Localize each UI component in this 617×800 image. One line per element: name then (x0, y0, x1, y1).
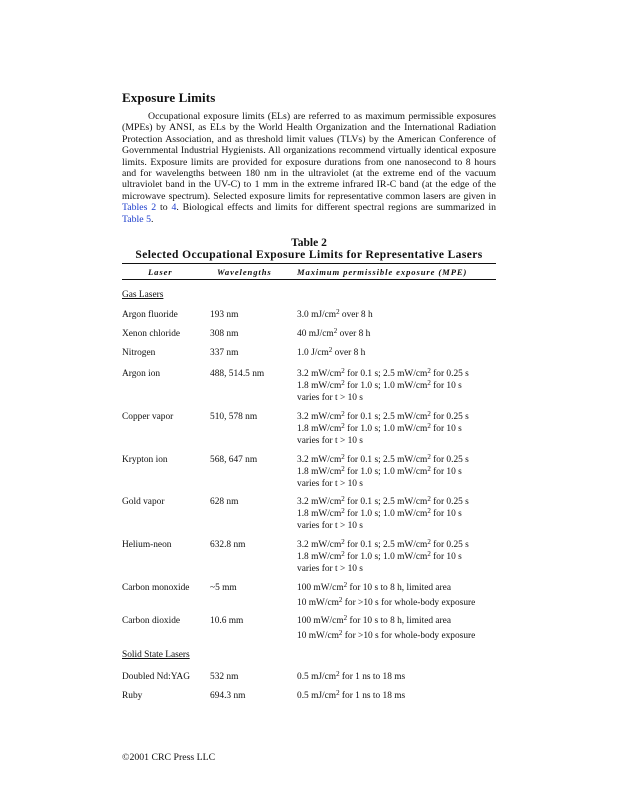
unit-exponent: 2 (341, 507, 345, 515)
mpe-line (297, 329, 370, 340)
copyright-footer: ©2001 CRC Press LLC (122, 752, 216, 763)
unit-exponent: 2 (328, 346, 333, 354)
unit-exponent: 2 (427, 410, 431, 418)
mpe-text: varies for t > 10 s (297, 521, 363, 531)
mpe-text: for 1.0 s; 1.0 mW/cm (344, 467, 428, 477)
mpe-text: for 1.0 s; 1.0 mW/cm (344, 381, 428, 391)
mpe-line (297, 455, 469, 466)
wavelength-cell: 193 nm (210, 310, 239, 320)
mpe-line (297, 381, 462, 392)
mpe-line (297, 691, 405, 702)
mpe-line (297, 467, 462, 478)
mpe-text: for 10 s (430, 552, 462, 562)
link-table-4[interactable]: 4 (171, 202, 177, 214)
mpe-text: for 10 s (430, 381, 462, 391)
unit-exponent: 2 (341, 422, 345, 430)
laser-name-cell: Nitrogen (122, 348, 156, 358)
mpe-text: over 8 h (332, 348, 366, 358)
laser-name-cell: Carbon monoxide (122, 583, 190, 593)
unit-exponent: 2 (427, 453, 431, 461)
column-header-mpe: Maximum permissible exposure (MPE) (297, 267, 468, 277)
mpe-line (297, 479, 363, 490)
mpe-text: for 10 s to 8 h, limited area (347, 616, 451, 626)
laser-name-cell: Argon ion (122, 369, 161, 379)
mpe-text: for 0.1 s; 2.5 mW/cm (344, 540, 428, 550)
laser-name-cell: Gold vapor (122, 497, 165, 507)
unit-exponent: 2 (343, 614, 348, 622)
mpe-text: 3.2 mW/cm (297, 455, 342, 465)
unit-exponent: 2 (338, 629, 343, 637)
laser-name-cell: Doubled Nd:YAG (122, 672, 190, 682)
mpe-line (297, 436, 363, 447)
link-table-5[interactable]: Table 5 (122, 213, 151, 225)
wavelength-cell: 510, 578 nm (210, 412, 258, 422)
column-header-laser: Laser (148, 267, 173, 277)
mpe-text: for 10 s to 8 h, limited area (347, 583, 451, 593)
section-heading: Exposure Limits (122, 90, 216, 105)
section-header: Gas Lasers (122, 290, 164, 300)
unit-exponent: 2 (336, 689, 340, 697)
mpe-text: 10 mW/cm (297, 598, 339, 608)
mpe-text: for 10 s (430, 509, 462, 519)
mpe-text: for 0.1 s; 2.5 mW/cm (344, 412, 428, 422)
wavelength-cell: 628 nm (210, 497, 239, 507)
mpe-line (297, 348, 365, 359)
paragraph-text-4: . (150, 213, 154, 225)
table-top-rule (122, 263, 496, 264)
mpe-text: for 10 s (430, 424, 462, 434)
unit-exponent: 2 (341, 410, 345, 418)
mpe-text: for 0.1 s; 2.5 mW/cm (344, 455, 428, 465)
mpe-text: over 8 h (339, 310, 373, 320)
wavelength-cell: 308 nm (210, 329, 239, 339)
mpe-text: 0.5 mJ/cm (297, 672, 337, 682)
wavelength-cell: 488, 514.5 nm (210, 369, 265, 379)
mpe-text: varies for t > 10 s (297, 564, 363, 574)
mpe-text: for 1 ns to 18 ms (339, 691, 406, 701)
mpe-text: 1.8 mW/cm (297, 424, 342, 434)
wavelength-cell: ~5 mm (210, 583, 237, 593)
table-number: Table 2 (291, 237, 327, 249)
laser-name-cell: Krypton ion (122, 455, 168, 465)
mpe-line (297, 393, 363, 404)
mpe-line (297, 509, 462, 520)
laser-name-cell: Xenon chloride (122, 329, 181, 339)
unit-exponent: 2 (338, 596, 343, 604)
unit-exponent: 2 (427, 367, 431, 375)
mpe-line (297, 424, 462, 435)
mpe-line (297, 552, 462, 563)
mpe-text: for 0.25 s (430, 412, 469, 422)
mpe-text: 3.2 mW/cm (297, 412, 342, 422)
mpe-text: 100 mW/cm (297, 583, 344, 593)
unit-exponent: 2 (427, 495, 431, 503)
unit-exponent: 2 (427, 379, 431, 387)
table-title: Selected Occupational Exposure Limits for Representative Lasers (135, 249, 483, 261)
unit-exponent: 2 (341, 379, 345, 387)
mpe-text: 3.2 mW/cm (297, 497, 342, 507)
mpe-text: for 0.25 s (430, 497, 469, 507)
mpe-line (297, 521, 363, 532)
mpe-text: for 0.1 s; 2.5 mW/cm (344, 369, 428, 379)
laser-name-cell: Copper vapor (122, 412, 174, 422)
mpe-text: for >10 s for whole-body exposure (342, 598, 476, 608)
mpe-text: for 0.1 s; 2.5 mW/cm (344, 497, 428, 507)
wavelength-cell: 337 nm (210, 348, 239, 358)
unit-exponent: 2 (341, 453, 345, 461)
mpe-text: 3.0 mJ/cm (297, 310, 337, 320)
mpe-text: for 1.0 s; 1.0 mW/cm (344, 424, 428, 434)
mpe-text: for 0.25 s (430, 455, 469, 465)
mpe-text: for >10 s for whole-body exposure (342, 631, 476, 641)
mpe-line (297, 369, 469, 380)
unit-exponent: 2 (427, 550, 431, 558)
mpe-text: 0.5 mJ/cm (297, 691, 337, 701)
unit-exponent: 2 (341, 495, 345, 503)
mpe-text: 1.8 mW/cm (297, 381, 342, 391)
mpe-text: for 1.0 s; 1.0 mW/cm (344, 509, 428, 519)
mpe-text: for 0.25 s (430, 369, 469, 379)
laser-name-cell: Carbon dioxide (122, 616, 181, 626)
mpe-line (297, 583, 451, 594)
wavelength-cell: 694.3 nm (210, 691, 246, 701)
mpe-text: 1.0 J/cm (297, 348, 329, 358)
unit-exponent: 2 (333, 327, 338, 335)
unit-exponent: 2 (427, 507, 431, 515)
unit-exponent: 2 (341, 538, 345, 546)
mpe-text: for 1.0 s; 1.0 mW/cm (344, 552, 428, 562)
laser-name-cell: Helium-neon (122, 540, 172, 550)
mpe-text: for 10 s (430, 467, 462, 477)
mpe-line (297, 631, 475, 642)
paragraph-text-3: . Biological effects and limits for different spectral regions are summarized in (176, 202, 496, 214)
mpe-line (297, 412, 469, 423)
unit-exponent: 2 (341, 550, 345, 558)
wavelength-cell: 10.6 mm (210, 616, 244, 626)
mpe-text: varies for t > 10 s (297, 479, 363, 489)
wavelength-cell: 632.8 nm (210, 540, 246, 550)
mpe-line (297, 310, 373, 321)
section-header: Solid State Lasers (122, 650, 190, 660)
mpe-text: 10 mW/cm (297, 631, 339, 641)
unit-exponent: 2 (336, 308, 340, 316)
mpe-line (297, 672, 405, 683)
unit-exponent: 2 (427, 465, 431, 473)
unit-exponent: 2 (427, 422, 431, 430)
intro-paragraph (122, 111, 496, 225)
mpe-line (297, 598, 475, 609)
unit-exponent: 2 (341, 465, 345, 473)
unit-exponent: 2 (343, 581, 348, 589)
unit-exponent: 2 (341, 367, 345, 375)
paragraph-text-2: to (156, 202, 172, 214)
unit-exponent: 2 (427, 538, 431, 546)
paragraph-text-1: Occupational exposure limits (ELs) are referred to as maximum permissible exposures (MPEs) by ANSI, as ELs by the World Health Organization and the International Radiation Protection Association, and as threshold limit values (TLVs) by the American Conference of Governmental Industrial Hygienists. All organizations recommend virtually identical exposure limits. Exposure limits are provided for exposure durations from one nanosecond to 8 hours and for wavelengths between 180 nm in the ultraviolet (at the extreme end of the vacuum ultraviolet band in the UV-C) to 1 mm in the extreme infrared IR-C band (at the edge of the microwave spectrum). Selected exposure limits for representative common lasers are given in (122, 111, 496, 202)
mpe-line (297, 616, 451, 627)
mpe-line (297, 540, 469, 551)
mpe-text: 1.8 mW/cm (297, 467, 342, 477)
wavelength-cell: 568, 647 nm (210, 455, 258, 465)
mpe-text: 40 mJ/cm (297, 329, 334, 339)
mpe-text: for 0.25 s (430, 540, 469, 550)
mpe-text: 3.2 mW/cm (297, 540, 342, 550)
mpe-text: 1.8 mW/cm (297, 509, 342, 519)
mpe-text: 1.8 mW/cm (297, 552, 342, 562)
mpe-text: varies for t > 10 s (297, 436, 363, 446)
mpe-text: 3.2 mW/cm (297, 369, 342, 379)
mpe-text: over 8 h (337, 329, 371, 339)
mpe-text: 100 mW/cm (297, 616, 344, 626)
mpe-text: for 1 ns to 18 ms (339, 672, 406, 682)
mpe-text: varies for t > 10 s (297, 393, 363, 403)
column-header-wavelengths: Wavelengths (217, 267, 272, 277)
laser-name-cell: Argon fluoride (122, 310, 178, 320)
mpe-line (297, 497, 469, 508)
table-header-rule (122, 279, 496, 280)
mpe-line (297, 564, 363, 575)
unit-exponent: 2 (336, 670, 340, 678)
link-table-2[interactable]: Tables 2 (122, 202, 157, 214)
laser-name-cell: Ruby (122, 691, 143, 701)
wavelength-cell: 532 nm (210, 672, 239, 682)
